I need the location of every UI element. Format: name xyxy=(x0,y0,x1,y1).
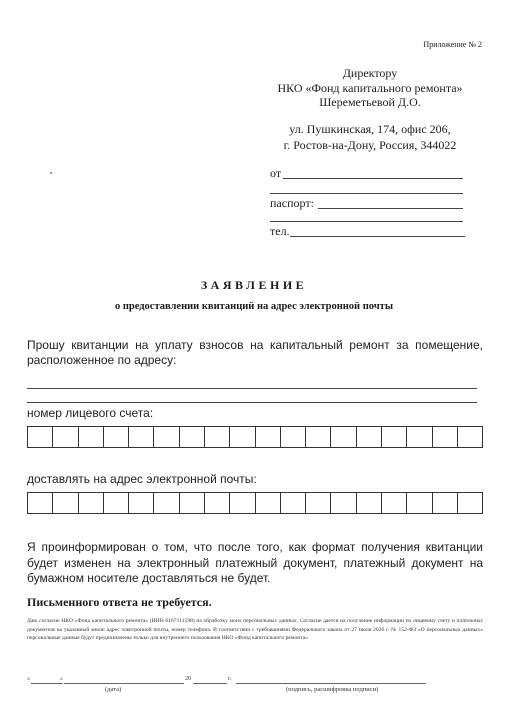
email-char-cell[interactable] xyxy=(433,493,458,513)
from-field-line[interactable] xyxy=(283,178,463,179)
email-char-cell[interactable] xyxy=(129,493,154,513)
email-char-cell[interactable] xyxy=(53,493,78,513)
document-subtitle: о предоставлении квитанций на адрес электронной почты xyxy=(114,301,394,312)
signature-caption: (подпись, расшифровка подписи) xyxy=(286,686,379,693)
year-prefix: 20 xyxy=(185,676,191,682)
account-digit-cell[interactable] xyxy=(382,427,407,447)
email-char-cell[interactable] xyxy=(306,493,331,513)
email-char-cell[interactable] xyxy=(256,493,281,513)
account-digit-cell[interactable] xyxy=(129,427,154,447)
passport-field-line[interactable] xyxy=(318,208,463,209)
email-char-cell[interactable] xyxy=(79,493,104,513)
account-digit-cell[interactable] xyxy=(154,427,179,447)
account-digit-cell[interactable] xyxy=(281,427,306,447)
month-line[interactable] xyxy=(64,683,184,684)
phone-field-label: тел. xyxy=(270,224,290,238)
addressee-organization: НКО «Фонд капитального ремонта» xyxy=(277,80,463,95)
addressee-block xyxy=(250,66,490,110)
account-digit-cell[interactable] xyxy=(256,427,281,447)
passport-field-label: паспорт: xyxy=(270,196,314,210)
year-suffix: г. xyxy=(228,676,232,682)
email-char-cell[interactable] xyxy=(357,493,382,513)
scan-speck xyxy=(50,172,52,174)
email-char-cell[interactable] xyxy=(154,493,179,513)
day-line[interactable] xyxy=(31,683,63,684)
quote-open: « xyxy=(27,676,30,682)
account-number-grid[interactable] xyxy=(27,426,483,448)
account-digit-cell[interactable] xyxy=(205,427,230,447)
account-digit-cell[interactable] xyxy=(357,427,382,447)
passport-field-line-2[interactable] xyxy=(270,221,463,222)
account-digit-cell[interactable] xyxy=(79,427,104,447)
address-line-1[interactable] xyxy=(27,388,477,389)
email-char-cell[interactable] xyxy=(180,493,205,513)
quote-close: » xyxy=(60,676,63,682)
signature-line[interactable] xyxy=(236,683,426,684)
consent-text: Даю согласие НКО «Фонд капитального ремонта» (ИНН 6167111598) на обработку моих персональных данных. Согласие дается на получение информации по лицевому счету и платежных документов на указанный мною адрес электронной почты, номер телефона. В соответствии с требованиями Федерального закона от 27 июля 2026 г. № 152-ФЗ «О персональных данных» персональные данные будут предназначены только для внутреннего пользования НКО «Фонд капитального ремонта» xyxy=(27,618,483,642)
account-number-label: номер лицевого счета: xyxy=(27,406,154,420)
from-field-line-2[interactable] xyxy=(270,193,463,194)
email-char-cell[interactable] xyxy=(104,493,129,513)
account-digit-cell[interactable] xyxy=(104,427,129,447)
year-line[interactable] xyxy=(193,683,227,684)
account-digit-cell[interactable] xyxy=(331,427,356,447)
email-char-cell[interactable] xyxy=(205,493,230,513)
request-text: Прошу квитанции на уплату взносов на капитальный ремонт за помещение, расположенное по адресу: xyxy=(27,338,483,367)
email-char-cell[interactable] xyxy=(28,493,53,513)
email-char-cell[interactable] xyxy=(382,493,407,513)
phone-field-line[interactable] xyxy=(290,236,465,237)
no-reply-note: Письменного ответа не требуется. xyxy=(27,595,212,609)
address-line-2[interactable] xyxy=(27,402,477,403)
addressee-name: Шереметьевой Д.О. xyxy=(319,95,421,109)
email-char-cell[interactable] xyxy=(230,493,255,513)
email-char-cell[interactable] xyxy=(281,493,306,513)
notice-text: Я проинформирован о том, что после того, как формат получения квитанции будет изменен на электронный платежный документ, платежный документ на бумажном носителе доставляться не будет. xyxy=(27,540,483,585)
email-label: доставлять на адрес электронной почты: xyxy=(27,472,257,486)
address-city: г. Ростов-на-Дону, Россия, 344022 xyxy=(283,137,457,152)
email-char-cell[interactable] xyxy=(458,493,482,513)
account-digit-cell[interactable] xyxy=(53,427,78,447)
address-street: ул. Пушкинская, 174, офис 206, xyxy=(289,122,451,136)
account-digit-cell[interactable] xyxy=(230,427,255,447)
appendix-number: Приложение № 2 xyxy=(423,40,482,49)
account-digit-cell[interactable] xyxy=(433,427,458,447)
organization-address xyxy=(250,122,490,153)
account-digit-cell[interactable] xyxy=(458,427,482,447)
account-digit-cell[interactable] xyxy=(28,427,53,447)
email-char-cell[interactable] xyxy=(331,493,356,513)
document-title: ЗАЯВЛЕНИЕ xyxy=(200,278,308,292)
from-field-label: от xyxy=(270,166,282,180)
date-caption: (дата) xyxy=(105,686,122,693)
email-grid[interactable] xyxy=(27,492,483,514)
email-char-cell[interactable] xyxy=(407,493,432,513)
account-digit-cell[interactable] xyxy=(306,427,331,447)
addressee-position: Директору xyxy=(342,66,398,80)
account-digit-cell[interactable] xyxy=(180,427,205,447)
account-digit-cell[interactable] xyxy=(407,427,432,447)
